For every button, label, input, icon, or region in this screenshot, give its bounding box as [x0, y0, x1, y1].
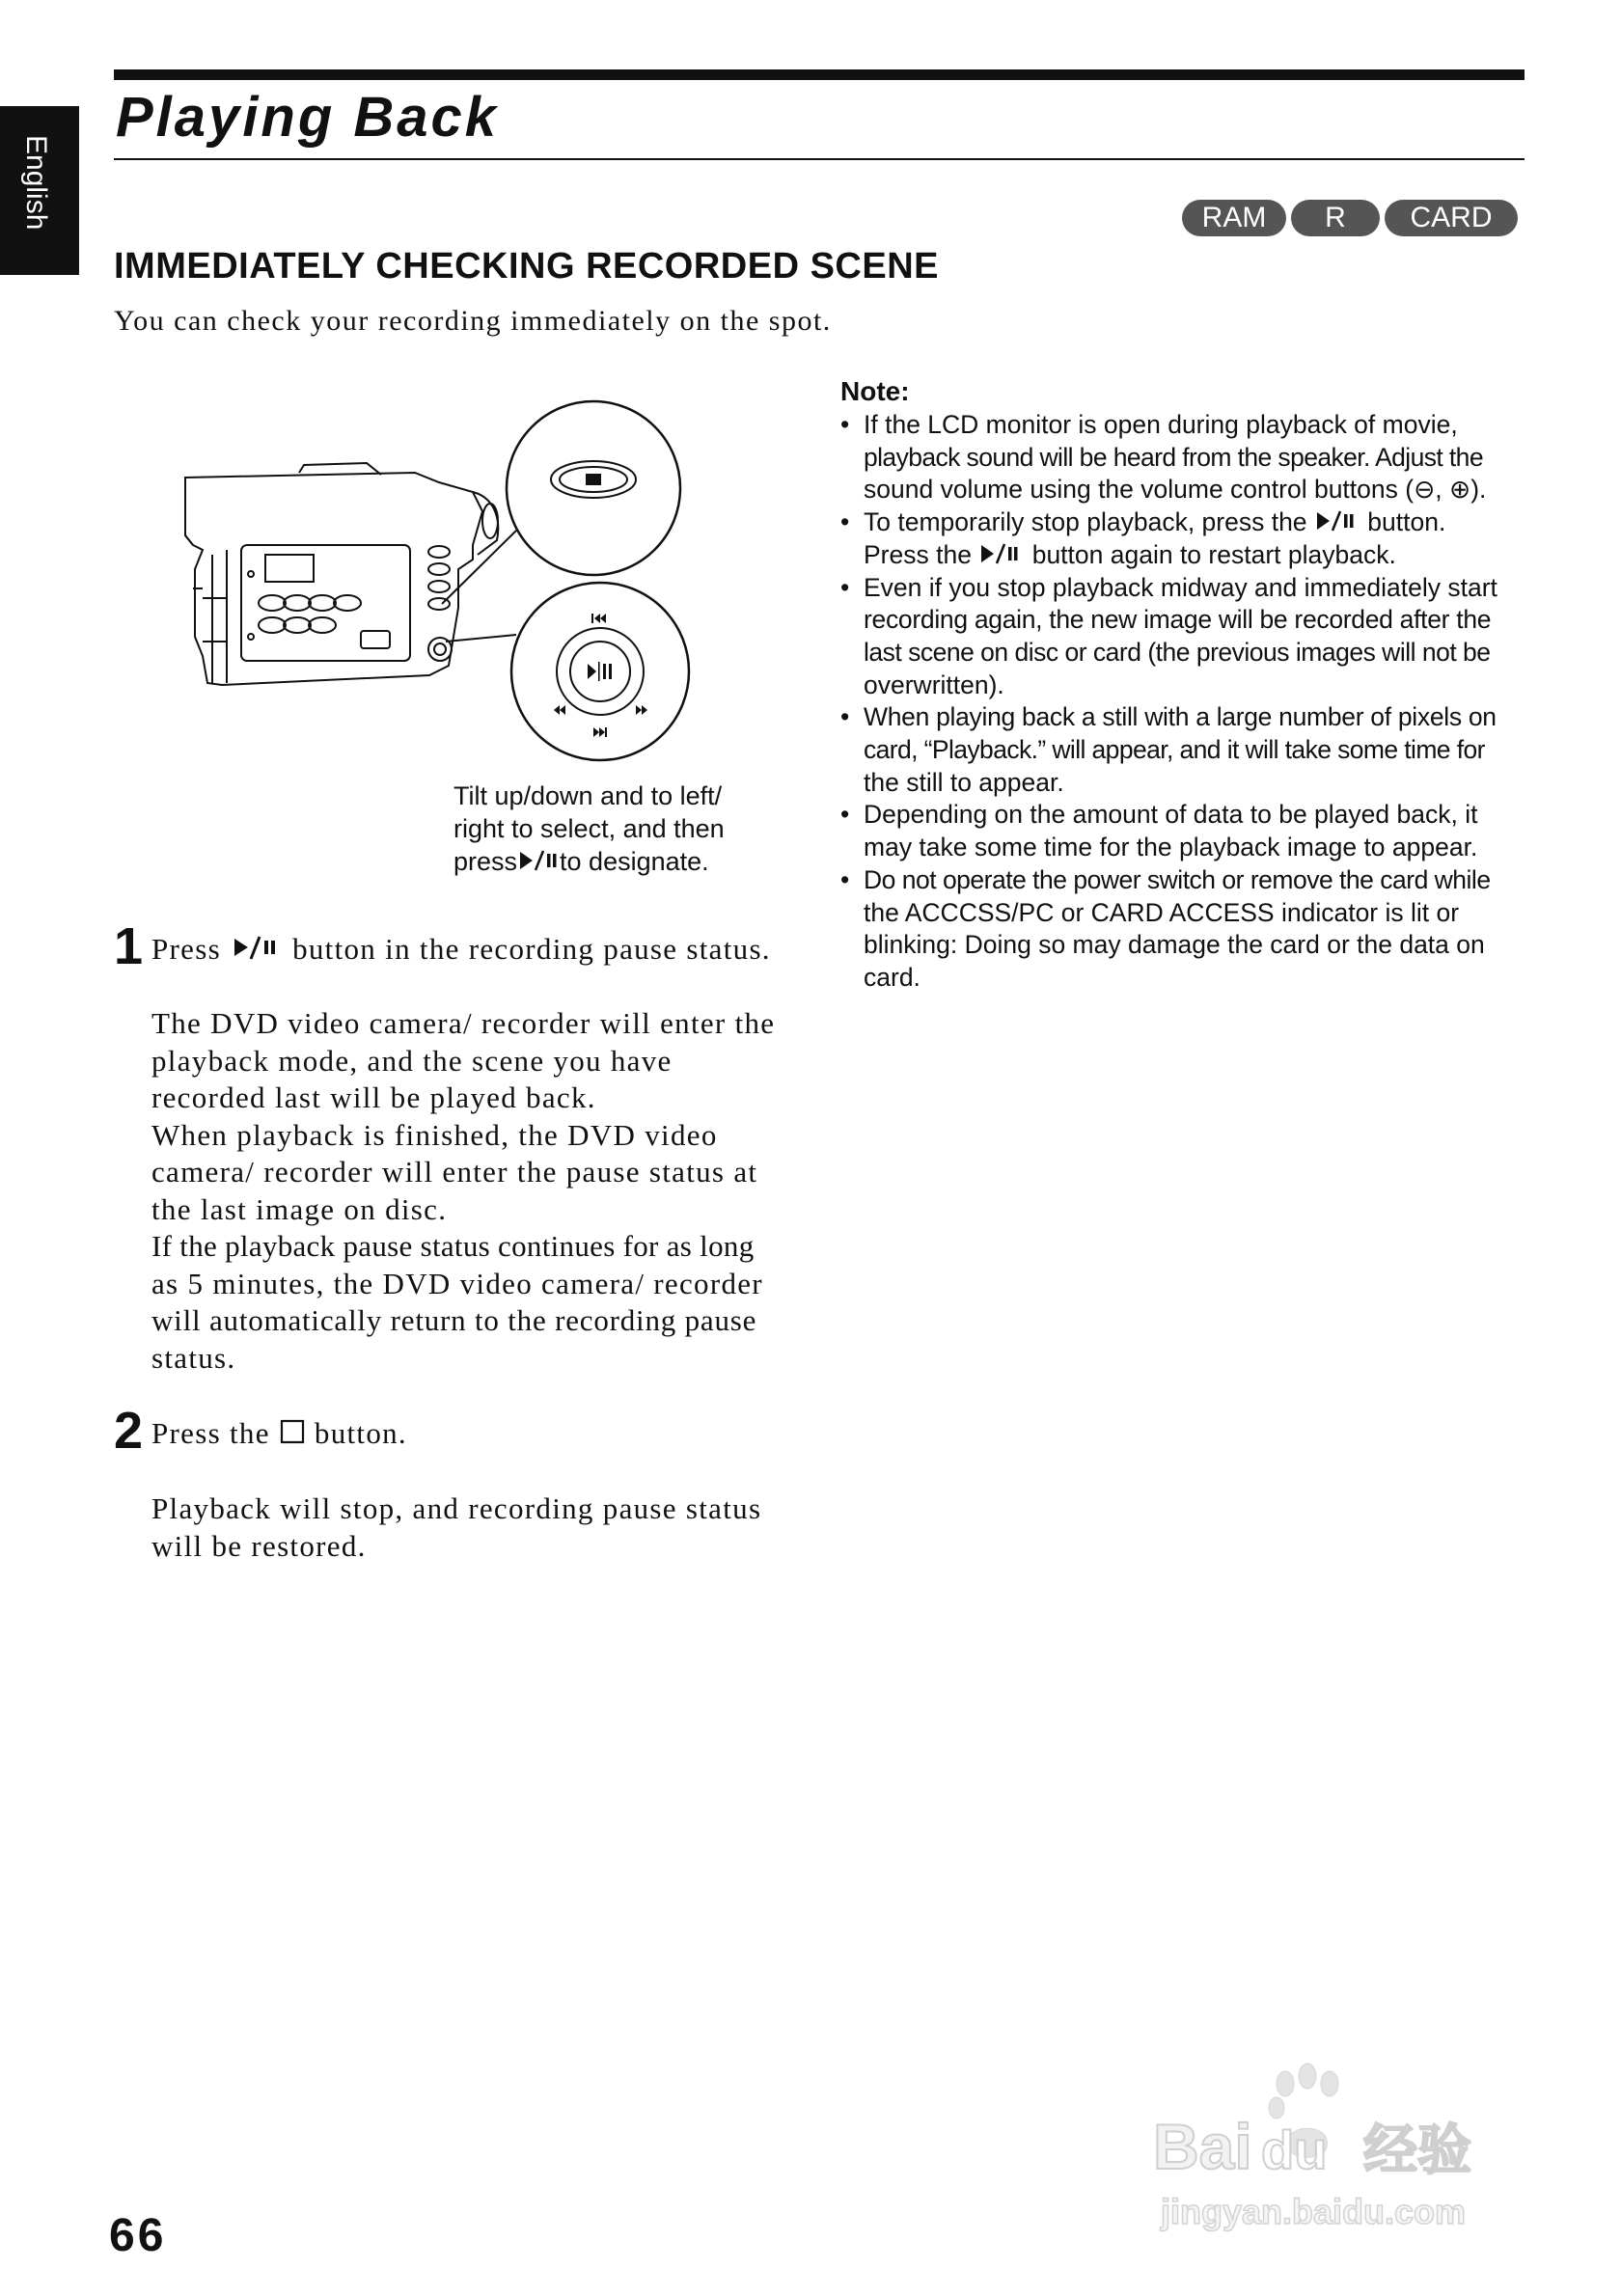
note-line: Even if you stop playback midway and immediately start [864, 572, 1497, 602]
bullet: • [840, 507, 850, 537]
bullet: • [840, 410, 850, 439]
note-line: the still to appear. [864, 767, 1064, 797]
note-line: card. [864, 962, 920, 992]
note-line: When playing back a still with a large number of pixels on [864, 702, 1497, 732]
body-line: The DVD video camera/ recorder will enter the [151, 1006, 776, 1040]
note-line: Depending on the amount of data to be played back, it [864, 800, 1478, 830]
step-1-body [151, 1005, 808, 1377]
body-line: Playback will stop, and recording pause status [151, 1491, 762, 1525]
note-line [864, 539, 1535, 572]
language-tab [0, 106, 79, 275]
note-text: button. [1367, 507, 1446, 537]
note-line [864, 506, 1535, 539]
badge-ram: RAM [1182, 200, 1286, 236]
note-line: Do not operate the power switch or remove the card while [864, 864, 1491, 894]
step-2-instruction-post: button. [314, 1416, 407, 1450]
caption-line [453, 845, 762, 878]
note-line: card, “Playback.” will appear, and it will take some time for [864, 735, 1485, 765]
step-2-instruction [151, 1416, 407, 1451]
note-item [840, 572, 1535, 702]
note-text: To temporarily stop playback, press the [864, 507, 1307, 537]
media-badges [1182, 200, 1518, 236]
caption-press: press [453, 847, 518, 876]
step-2-instruction-pre: Press the [151, 1416, 270, 1450]
note-line: blinking: Doing so may damage the card or the data on [864, 930, 1485, 960]
note-line: may take some time for the playback image to appear. [864, 833, 1478, 862]
top-rule [114, 69, 1525, 80]
note-item [840, 506, 1535, 571]
stop-icon [279, 1418, 306, 1445]
body-line: will automatically return to the recording pause [151, 1303, 757, 1337]
page-number: 66 [109, 2210, 167, 2261]
watermark-brand: Bai [1153, 2111, 1252, 2182]
note-label: Note: [840, 376, 910, 406]
section-intro: You can check your recording immediately on the spot. [114, 305, 832, 337]
play-pause-icon [230, 934, 284, 961]
illustration-caption [453, 779, 762, 878]
play-pause-icon [1314, 509, 1360, 533]
body-line: will be restored. [151, 1528, 367, 1563]
bullet: • [840, 800, 850, 830]
caption-line: right to select, and then [453, 814, 725, 843]
baidu-watermark [1153, 2055, 1539, 2248]
note-text: button again to restart playback. [1031, 539, 1396, 569]
page-title: Playing Back [116, 86, 500, 149]
body-line: When playback is finished, the DVD video [151, 1117, 718, 1152]
note-line: playback sound will be heard from the speaker. Adjust the [864, 442, 1483, 472]
watermark-cn: 经验 [1363, 2119, 1471, 2182]
note-line: sound volume using the volume control buttons (⊖, ⊕). [864, 475, 1487, 505]
step-2-body [151, 1490, 761, 1565]
title-rule [114, 158, 1525, 160]
bullet: • [840, 864, 850, 894]
play-pause-icon [517, 849, 560, 872]
body-line: status. [151, 1340, 236, 1375]
badge-card: CARD [1385, 200, 1518, 236]
body-line: playback mode, and the scene you have [151, 1043, 673, 1078]
note-line: the ACCCSS/PC or CARD ACCESS indicator is lit or [864, 897, 1460, 927]
body-line: recorded last will be played back. [151, 1080, 596, 1114]
play-pause-icon [978, 542, 1025, 565]
step-2-number: 2 [114, 1402, 144, 1460]
note-line: last scene on disc or card (the previous images will not be [864, 637, 1491, 667]
note-line: recording again, the new image will be recorded after the [864, 605, 1492, 635]
caption-designate: to designate. [560, 847, 709, 876]
bullet: • [840, 572, 850, 602]
badge-r: R [1291, 200, 1380, 236]
note-line: If the LCD monitor is open during playback of movie, [864, 410, 1458, 439]
note-item [840, 864, 1535, 995]
section-heading: IMMEDIATELY CHECKING RECORDED SCENE [114, 246, 940, 287]
step-1-instruction-pre: Press [151, 932, 221, 966]
note-list [840, 409, 1535, 995]
watermark-url: jingyan.baidu.com [1161, 2192, 1467, 2231]
body-line: If the playback pause status continues for as long [151, 1229, 755, 1263]
body-line: the last image on disc. [151, 1191, 448, 1226]
step-1-instruction [151, 932, 771, 967]
note-text: Press the [864, 539, 972, 569]
note-item [840, 799, 1535, 863]
note-item [840, 701, 1535, 799]
body-line: as 5 minutes, the DVD video camera/ recorder [151, 1266, 763, 1300]
body-line: camera/ recorder will enter the pause status at [151, 1155, 758, 1189]
caption-line: Tilt up/down and to left/ [453, 781, 723, 810]
watermark-brand2: du [1261, 2119, 1328, 2180]
language-tab-label: English [20, 135, 52, 231]
step-1-instruction-post: button in the recording pause status. [292, 932, 771, 966]
camcorder-illustration [183, 376, 743, 772]
note-item [840, 409, 1535, 506]
step-1-number: 1 [114, 917, 144, 975]
bullet: • [840, 702, 850, 732]
note-line: overwritten). [864, 670, 1004, 699]
